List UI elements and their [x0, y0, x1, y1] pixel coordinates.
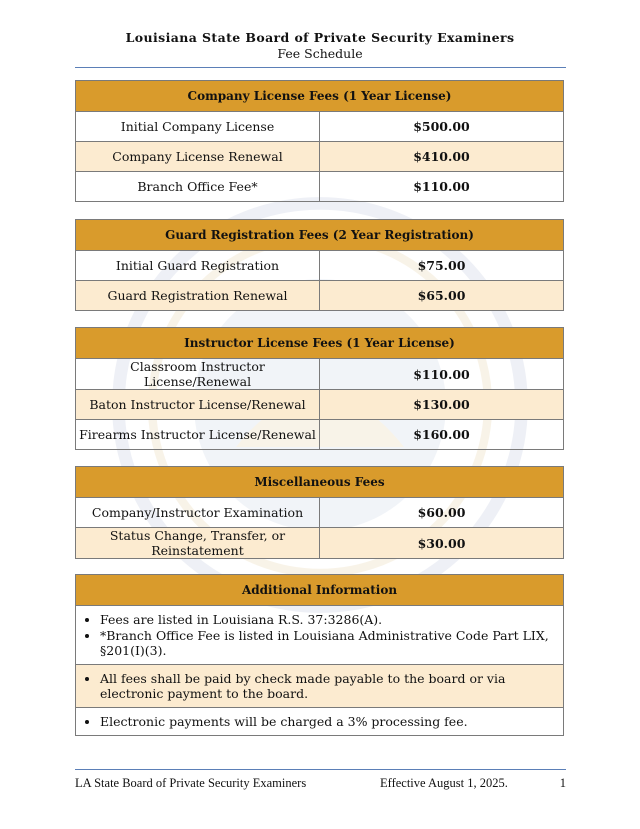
fee-label: Classroom Instructor License/Renewal — [76, 359, 320, 390]
table-row — [76, 606, 564, 665]
table-row — [76, 281, 564, 311]
table-row — [76, 142, 564, 172]
table-row — [76, 498, 564, 528]
fee-amount: $65.00 — [320, 281, 564, 311]
page-number: 1 — [559, 776, 566, 790]
fee-label: Initial Company License — [76, 112, 320, 142]
section-title: Guard Registration Fees (2 Year Registration) — [76, 220, 564, 251]
fee-label: Firearms Instructor License/Renewal — [76, 420, 320, 450]
fee-amount: $110.00 — [320, 172, 564, 202]
company-license-fees-table — [75, 80, 564, 202]
section-title: Miscellaneous Fees — [76, 467, 564, 498]
document-subtitle: Fee Schedule — [277, 46, 363, 61]
footer-effective-date: Effective August 1, 2025. — [380, 776, 508, 790]
table-row — [76, 251, 564, 281]
fee-label: Company/Instructor Examination — [76, 498, 320, 528]
table-row — [76, 708, 564, 736]
fee-label: Branch Office Fee* — [76, 172, 320, 202]
list-item: • All fees shall be paid by check made payable to the board or via electronic payment to the board. — [100, 671, 555, 701]
document-header — [0, 30, 640, 61]
list-item: • Fees are listed in Louisiana R.S. 37:3286(A). — [100, 612, 555, 627]
footer-organization: LA State Board of Private Security Examiners — [75, 776, 307, 790]
guard-registration-fees-table — [75, 219, 564, 311]
fee-label: Status Change, Transfer, or Reinstatement — [76, 528, 320, 559]
table-row — [76, 528, 564, 559]
fee-amount: $130.00 — [320, 390, 564, 420]
fee-amount: $500.00 — [320, 112, 564, 142]
fee-label: Baton Instructor License/Renewal — [76, 390, 320, 420]
section-title: Additional Information — [76, 575, 564, 606]
fee-amount: $110.00 — [320, 359, 564, 390]
table-row — [76, 390, 564, 420]
instructor-license-fees-table — [75, 327, 564, 450]
fee-amount: $30.00 — [320, 528, 564, 559]
table-row — [76, 172, 564, 202]
list-item: • *Branch Office Fee is listed in Louisiana Administrative Code Part LIX, §201(I)(3). — [100, 628, 555, 658]
fee-label: Company License Renewal — [76, 142, 320, 172]
fee-label: Guard Registration Renewal — [76, 281, 320, 311]
list-item: • Electronic payments will be charged a 3% processing fee. — [100, 714, 555, 729]
section-title: Company License Fees (1 Year License) — [76, 81, 564, 112]
fee-amount: $60.00 — [320, 498, 564, 528]
section-title: Instructor License Fees (1 Year License) — [76, 328, 564, 359]
table-row — [76, 112, 564, 142]
header-rule — [75, 67, 566, 68]
fee-amount: $75.00 — [320, 251, 564, 281]
fee-amount: $410.00 — [320, 142, 564, 172]
fee-label: Initial Guard Registration — [76, 251, 320, 281]
table-row — [76, 359, 564, 390]
miscellaneous-fees-table — [75, 466, 564, 559]
fee-amount: $160.00 — [320, 420, 564, 450]
organization-name: Louisiana State Board of Private Security Examiners — [125, 30, 515, 45]
additional-information-table — [75, 574, 564, 736]
footer-rule — [75, 769, 566, 770]
table-row — [76, 665, 564, 708]
table-row — [76, 420, 564, 450]
